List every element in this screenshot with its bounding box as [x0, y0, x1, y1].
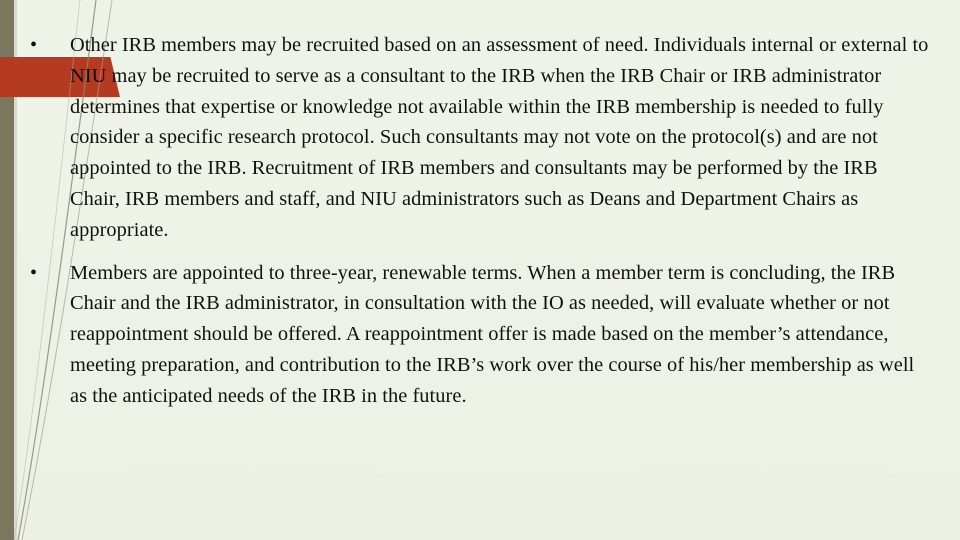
bullet-text: Other IRB members may be recruited based on an assessment of need. Individuals internal or external to NIU may be recruited to serve as a consultant to the IRB when the IRB Chair or IRB administrator determines that expertise or knowledge not available within the IRB membership is needed to fully consider a specific research protocol. Such consultants may not vote on the protocol(s) and are not appointed to the IRB. Recruitment of IRB members and consultants may be performed by the IRB Chair, IRB members and staff, and NIU administrators such as Deans and Department Chairs as appropriate.	[70, 34, 929, 241]
bullet-item	[26, 258, 930, 412]
bullet-item	[26, 30, 930, 246]
bullet-list	[26, 30, 930, 412]
bullet-text: Members are appointed to three-year, renewable terms. When a member term is concluding, the IRB Chair and the IRB administrator, in consultation with the IO as needed, will evaluate whether or not reappointment should be offered. A reappointment offer is made based on the member’s attendance, meeting preparation, and contribution to the IRB’s work over the course of his/her membership as well as the anticipated needs of the IRB in the future.	[70, 261, 915, 407]
bullet-marker: •	[30, 34, 38, 56]
bullet-marker: •	[30, 261, 38, 284]
